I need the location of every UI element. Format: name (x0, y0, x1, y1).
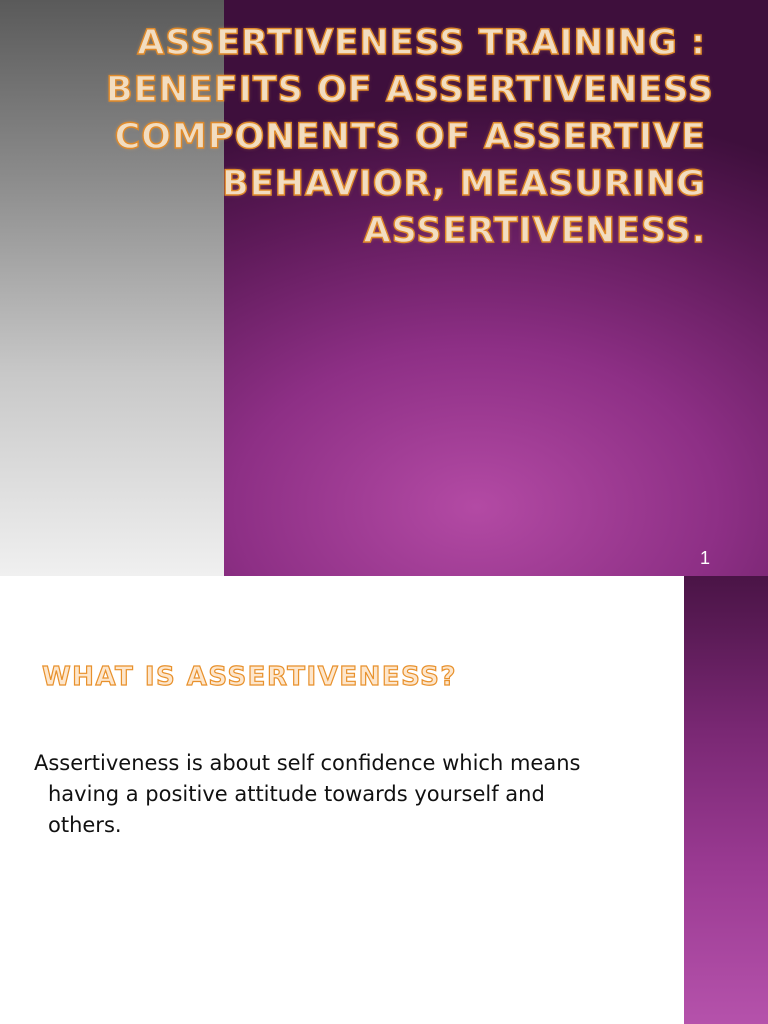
body-line: Assertiveness is about self confidence which means (34, 751, 581, 775)
body-paragraph (34, 748, 684, 841)
title-line: ASSERTIVENESS. (363, 211, 706, 251)
body-line: having a positive attitude towards yourself and (48, 782, 545, 806)
title-line: ASSERTIVENESS TRAINING : (137, 23, 706, 63)
title-line: BENEFITS OF ASSERTIVENESS (106, 70, 714, 110)
purple-side-strip (684, 576, 768, 1024)
slide-title (106, 20, 714, 255)
slide-number: 1 (699, 548, 710, 568)
title-line: BEHAVIOR, MEASURING (222, 164, 706, 204)
slide-heading: WHAT IS ASSERTIVENESS? (42, 662, 457, 692)
body-line: others. (48, 813, 122, 837)
content-slide (0, 576, 768, 1024)
title-line: COMPONENTS OF ASSERTIVE (114, 117, 706, 157)
